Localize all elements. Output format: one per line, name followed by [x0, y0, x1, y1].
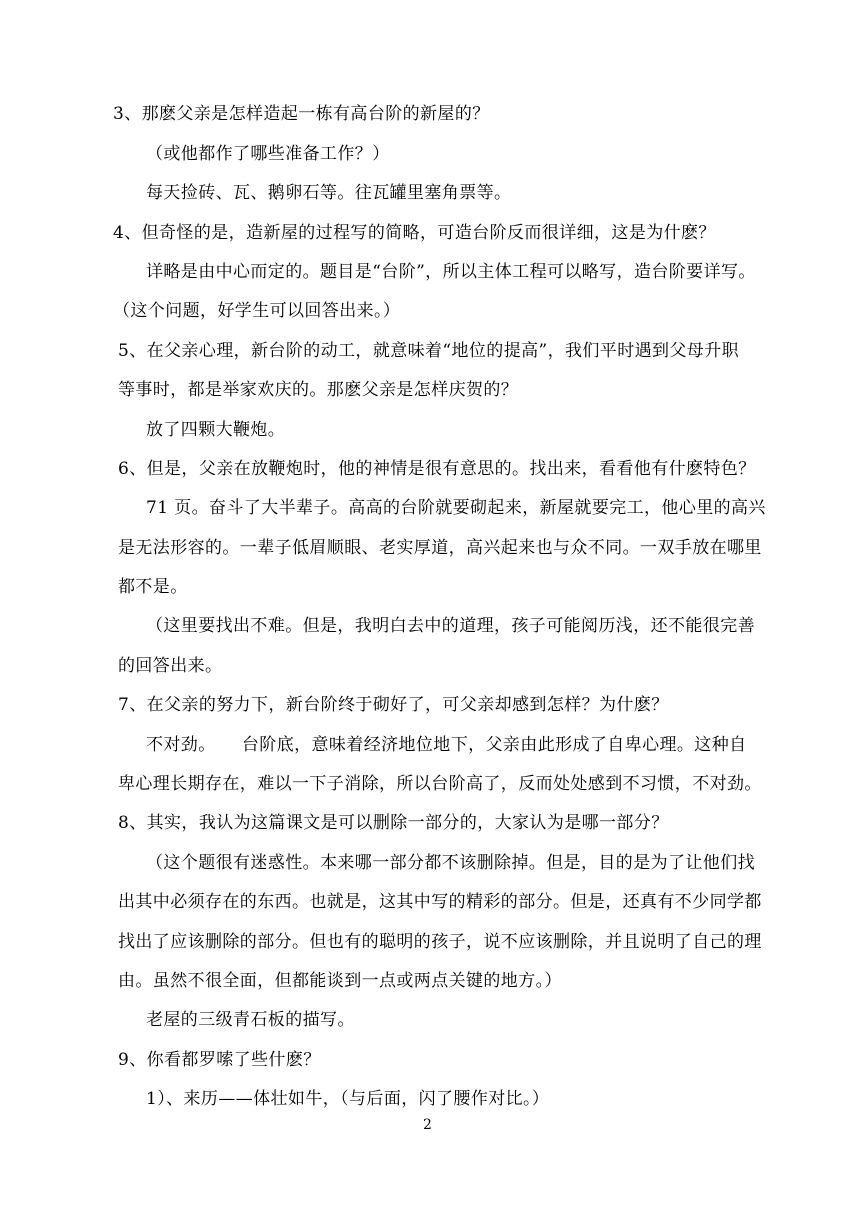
answer-9-item-1: 1）、来历——体壮如牛，（与后面，闪了腰作对比。）: [146, 1089, 550, 1109]
answer-3: 每天捡砖、瓦、鹅卵石等。往瓦罐里塞角票等。: [146, 183, 512, 203]
question-7: 7、在父亲的努力下，新台阶终于砌好了，可父亲却感到怎样？为什麽？: [118, 695, 669, 715]
question-9: 9、你看都罗嗦了些什麽？: [118, 1050, 321, 1070]
question-8: 8、其实，我认为这篇课文是可以删除一部分的，大家认为是哪一部分？: [118, 813, 669, 833]
answer-7-line-1: 不对劲。 台阶底，意味着经济地位地下，父亲由此形成了自卑心理。这种自: [146, 735, 747, 755]
page-number: 2: [423, 1117, 432, 1133]
question-3: 3、那麽父亲是怎样造起一栋有高台阶的新屋的？: [113, 104, 490, 124]
note-8-line-3: 找出了应该删除的部分。但也有的聪明的孩子，说不应该删除，并且说明了自己的理: [118, 932, 762, 952]
note-6-line-2: 的回答出来。: [118, 656, 223, 676]
question-5-line-2: 等事时，都是举家欢庆的。那麽父亲是怎样庆贺的？: [118, 380, 519, 400]
answer-6-line-1: 71 页。奋斗了大半辈子。高高的台阶就要砌起来，新屋就要完工，他心里的高兴: [146, 498, 766, 518]
note-4: （这个问题，好学生可以回答出来。）: [113, 301, 401, 321]
note-6-line-1: （这里要找出不难。但是，我明白去中的道理，孩子可能阅历浅，还不能很完善: [146, 616, 755, 636]
answer-6-line-2: 是无法形容的。一辈子低眉顺眼、老实厚道，高兴起来也与众不同。一双手放在哪里: [118, 538, 762, 558]
question-5-line-1: 5、在父亲心理，新台阶的动工，就意味着“地位的提高”，我们平时遇到父母升职: [118, 341, 739, 361]
note-8-line-1: （这个题很有迷惑性。本来哪一部分都不该删除掉。但是，目的是为了让他们找: [146, 853, 755, 873]
answer-8: 老屋的三级青石板的描写。: [146, 1010, 355, 1030]
question-3-subquestion: （或他都作了哪些准备工作？）: [146, 144, 390, 164]
answer-5: 放了四颗大鞭炮。: [146, 420, 286, 440]
answer-6-line-3: 都不是。: [118, 577, 188, 597]
note-8-line-4: 由。虽然不很全面，但都能谈到一点或两点关键的地方。）: [118, 971, 562, 991]
question-6: 6、但是，父亲在放鞭炮时，他的神情是很有意思的。找出来，看看他有什麽特色？: [118, 459, 756, 479]
question-4: 4、但奇怪的是，造新屋的过程写的简略，可造台阶反而很详细，这是为什麽？: [113, 223, 716, 243]
answer-7-line-2: 卑心理长期存在，难以一下子消除，所以台阶高了，反而处处感到不习惯，不对劲。: [118, 774, 762, 794]
note-8-line-2: 出其中必须存在的东西。也就是，这其中写的精彩的部分。但是，还真有不少同学都: [118, 892, 762, 912]
answer-4: 详略是由中心而定的。题目是“台阶”，所以主体工程可以略写，造台阶要详写。: [146, 262, 756, 282]
